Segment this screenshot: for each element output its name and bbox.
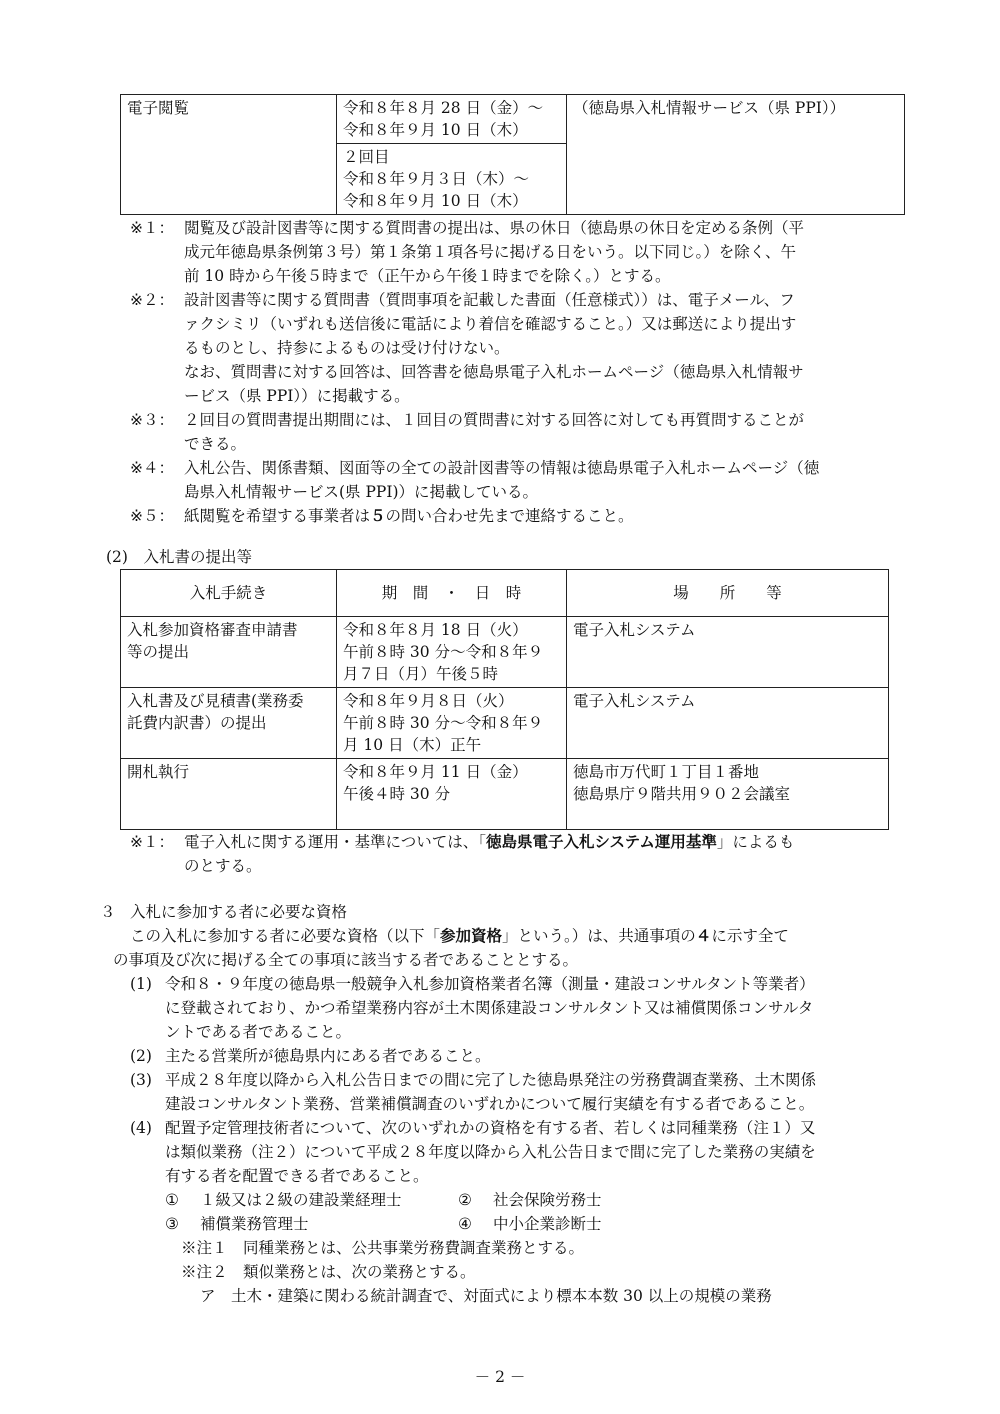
note-line: 前 10 時から午後５時まで（正午から午後１時までを除く。）とする。 (184, 267, 671, 285)
table-row (121, 688, 889, 759)
header-place: 場 所 等 (567, 570, 889, 617)
note-text: 紙閲覧を希望する事業者は (184, 507, 371, 525)
item-number: (2) (130, 1047, 152, 1065)
page-number: － 2 － (474, 1368, 526, 1386)
time-line: 令和８年９月 11 日（金） (343, 763, 528, 781)
intro-bold: 参加資格 (440, 927, 503, 945)
note-line: ービス（県 PPI））に掲載する。 (184, 387, 410, 405)
note-bold: ５ (370, 507, 386, 525)
item-line: 有する者を配置できる者であること。 (165, 1167, 429, 1185)
qual-mark: ③ (165, 1215, 179, 1233)
item-line: に登載されており、かつ希望業務内容が土木関係建設コンサルタント又は補償関係コンサルタ (165, 999, 814, 1017)
intro-text: に示す全て (711, 927, 789, 945)
round2-line2: 令和８年９月 10 日（木） (343, 192, 528, 210)
proc-line: 入札書及び見積書(業務委 (127, 692, 304, 710)
section3-number: ３ (100, 903, 116, 921)
note-line: ２回目の質問書提出期間には、１回目の質問書に対する回答に対しても再質問することが (184, 411, 805, 429)
note-mark: ※４： (130, 459, 174, 477)
time-line: 午前８時 30 分～令和８年９ (343, 643, 544, 661)
round1-line1: 令和８年８月 28 日（金）～ (343, 99, 544, 117)
proc-line: 等の提出 (127, 643, 190, 661)
item-line: 主たる営業所が徳島県内にある者であること。 (165, 1047, 491, 1065)
review-place: （徳島県入札情報サービス（県 PPI）） (573, 99, 846, 117)
item-line: ントである者であること。 (165, 1023, 352, 1041)
intro-text: 」という。）は、共通事項の (502, 927, 696, 945)
round1-line2: 令和８年９月 10 日（木） (343, 121, 528, 139)
item-line: 配置予定管理技術者について、次のいずれかの資格を有する者、若しくは同種業務（注１）又 (165, 1119, 816, 1137)
item-number: (3) (130, 1071, 152, 1089)
bid-procedure-table (120, 569, 889, 830)
note-line: るものとし、持参によるものは受け付けない。 (184, 339, 510, 357)
qual-mark: ① (165, 1191, 179, 1209)
place-line: 徳島市万代町１丁目１番地 (573, 763, 760, 781)
note-same-work: ※注１ 同種業務とは、公共事業労務費調査業務とする。 (181, 1239, 585, 1257)
section2-heading: (2) 入札書の提出等 (106, 548, 252, 566)
note-line: 島県入札情報サービス(県 PPI)）に掲載している。 (184, 483, 539, 501)
note-line: 設計図書等に関する質問書（質問事項を記載した書面（任意様式））は、電子メール、フ (184, 291, 795, 309)
note-line (184, 505, 634, 527)
qual-mark: ④ (458, 1215, 472, 1233)
time-line: 月 10 日（木）正午 (343, 736, 482, 754)
item-line: 令和８・９年度の徳島県一般競争入札参加資格業者名簿（測量・建設コンサルタント等業者） (165, 975, 815, 993)
note-mark: ※１： (130, 833, 174, 851)
note-similar-work: ※注２ 類似業務とは、次の業務とする。 (181, 1263, 476, 1281)
time-line: 午後４時 30 分 (343, 785, 451, 803)
header-time: 期 間 ・ 日 時 (337, 570, 567, 617)
item-line: は類似業務（注２）について平成２８年度以降から入札公告日まで間に完了した業務の実績を (165, 1143, 816, 1161)
qual-text: 中小企業診断士 (493, 1215, 602, 1233)
review-schedule-table (120, 94, 905, 215)
note-text: 電子入札に関する運用・基準については、「 (184, 833, 486, 851)
round1-cell (337, 95, 567, 144)
item-line: 建設コンサルタント業務、営業補償調査のいずれかについて履行実績を有する者であること。 (165, 1095, 815, 1113)
note-mark: ※２： (130, 291, 174, 309)
note-line: ァクシミリ（いずれも送信後に電話により着信を確認すること。）又は郵送により提出す (184, 315, 797, 333)
note-mark: ※１： (130, 219, 174, 237)
note-mark: ※３： (130, 411, 174, 429)
qual-text: 補償業務管理士 (200, 1215, 309, 1233)
note-line: 閲覧及び設計図書等に関する質問書の提出は、県の休日（徳島県の休日を定める条例（平 (184, 219, 805, 237)
time-line: 午前８時 30 分～令和８年９ (343, 714, 544, 732)
section3-intro (130, 925, 789, 947)
time-line: 令和８年８月 18 日（火） (343, 621, 528, 639)
item-line: 平成２８年度以降から入札公告日までの間に完了した徳島県発注の労務費調査業務、土木関係 (165, 1071, 817, 1089)
proc-line: 託費内訳書）の提出 (127, 714, 267, 732)
qual-mark: ② (458, 1191, 472, 1209)
table-row (121, 617, 889, 688)
note-line: 入札公告、関係書類、図面等の全ての設計図書等の情報は徳島県電子入札ホームページ（徳 (184, 459, 820, 477)
round2-line1: 令和８年９月３日（木）～ (343, 170, 530, 188)
time-line: 令和８年９月８日（火） (343, 692, 514, 710)
time-line: 月７日（月）午後５時 (343, 665, 499, 683)
note-mark: ※５： (130, 507, 174, 525)
note-line: 成元年徳島県条例第３号）第１条第１項各号に掲げる日をいう。以下同じ。）を除く、午 (184, 243, 796, 261)
table-row (121, 759, 889, 830)
note-text: の問い合わせ先まで連絡すること。 (385, 507, 634, 525)
note-line: のとする。 (184, 857, 262, 875)
note-line (184, 831, 794, 853)
note-line: できる。 (184, 435, 247, 453)
note-text: 」によるも (716, 833, 795, 851)
intro-text: この入札に参加する者に必要な資格（以下「 (130, 927, 441, 945)
qual-text: 社会保険労務士 (493, 1191, 602, 1209)
qual-text: １級又は２級の建設業経理士 (200, 1191, 402, 1209)
item-number: (1) (130, 975, 152, 993)
section3-title: 入札に参加する者に必要な資格 (130, 903, 348, 921)
intro-bold: ４ (695, 927, 712, 945)
note-bold: 徳島県電子入札システム運用基準 (485, 833, 717, 851)
round2-title: ２回目 (343, 148, 390, 166)
proc-line: 入札参加資格審査申請書 (127, 621, 298, 639)
item-number: (4) (130, 1119, 152, 1137)
proc-line: 開札執行 (127, 763, 190, 781)
place-line: 電子入札システム (573, 621, 696, 639)
header-procedure: 入札手続き (121, 570, 337, 617)
note-similar-work-a: ア 土木・建築に関わる統計調査で、対面式により標本本数 30 以上の規模の業務 (200, 1287, 772, 1305)
place-line: 電子入札システム (573, 692, 696, 710)
review-place-cell (567, 95, 905, 215)
note-line: なお、質問書に対する回答は、回答書を徳島県電子入札ホームページ（徳島県入札情報サ (184, 363, 804, 381)
place-line: 徳島県庁９階共用９０２会議室 (573, 785, 791, 803)
review-label-cell (121, 95, 337, 215)
round2-cell (337, 144, 567, 215)
review-label: 電子閲覧 (127, 99, 190, 117)
section3-intro-line2: の事項及び次に掲げる全ての事項に該当する者であることとする。 (113, 951, 579, 969)
